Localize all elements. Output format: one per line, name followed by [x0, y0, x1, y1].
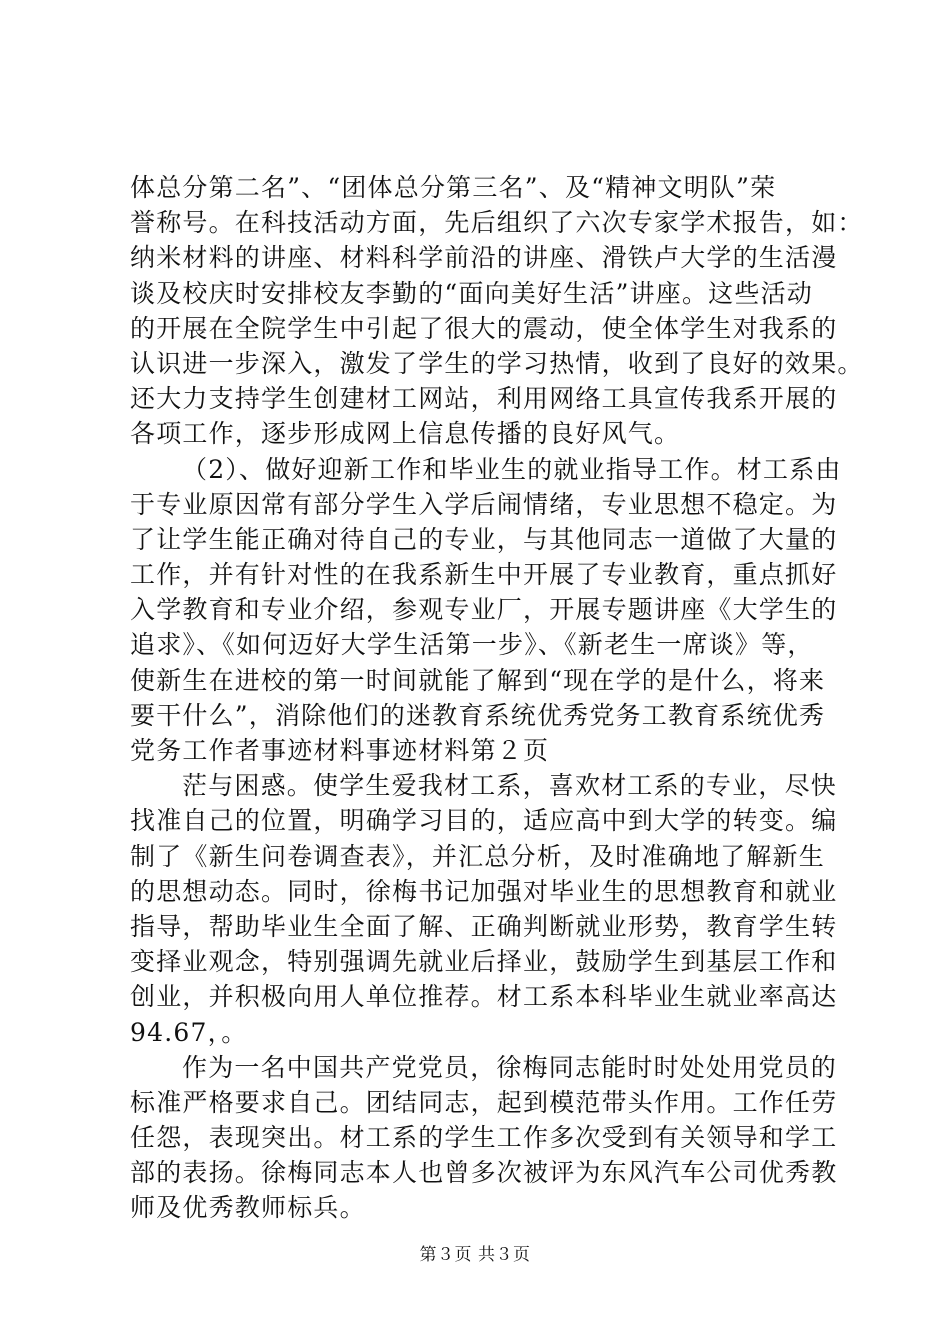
- text-line: 谈及校庆时安排校友李勤的“面向美好生活”讲座。这些活动: [130, 278, 813, 308]
- text-line: 创业，并积极向用人单位推荐。材工系本科毕业生就业率高达: [130, 982, 838, 1012]
- text-line: 变择业观念，特别强调先就业后择业，鼓励学生到基层工作和: [130, 947, 838, 977]
- text-line: 任怨，表现突出。材工系的学生工作多次受到有关领导和学工: [130, 1123, 838, 1153]
- text-line: 使新生在进校的第一时间就能了解到“现在学的是什么，将来: [130, 665, 826, 695]
- text-line: 要干什么”，消除他们的迷教育系统优秀党务工教育系统优秀: [130, 700, 826, 730]
- text-line: 部的表扬。徐梅同志本人也曾多次被评为东风汽车公司优秀教: [130, 1158, 838, 1188]
- text-line: 党务工作者事迹材料事迹材料第２页: [130, 736, 550, 765]
- text-line: 师及优秀教师标兵。: [130, 1193, 366, 1223]
- text-line: 工作，并有针对性的在我系新生中开展了专业教育，重点抓好: [130, 560, 838, 590]
- text-line: 还大力支持学生创建材工网站，利用网络工具宣传我系开展的: [130, 384, 838, 414]
- text-line: 的思想动态。同时，徐梅书记加强对毕业生的思想教育和就业: [130, 876, 838, 906]
- text-line: 入学教育和专业介绍，参观专业厂，开展专题讲座《大学生的: [130, 595, 838, 625]
- text-line: 追求》、《如何迈好大学生活第一步》、《新老生一席谈》等，: [130, 630, 814, 660]
- text-line: 找准自己的位置，明确学习目的，适应高中到大学的转变。编: [130, 806, 838, 836]
- text-line: 各项工作，逐步形成网上信息传播的良好风气。: [130, 419, 681, 449]
- paragraph-start-line: 作为一名中国共产党党员，徐梅同志能时时处处用党员的: [182, 1052, 838, 1082]
- paragraph-start-line: 茫与困惑。使学生爱我材工系，喜欢材工系的专业，尽快: [182, 771, 838, 801]
- text-line: 体总分第二名”、“团体总分第三名”、及“精神文明队”荣: [130, 173, 777, 202]
- text-line: 了让学生能正确对待自己的专业，与其他同志一道做了大量的: [130, 524, 838, 554]
- text-line: 制了《新生问卷调查表》，并汇总分析，及时准确地了解新生: [130, 841, 825, 871]
- text-line: 标准严格要求自己。团结同志，起到模范带头作用。工作任劳: [130, 1087, 838, 1117]
- text-line: 的开展在全院学生中引起了很大的震动，使全体学生对我系的: [130, 313, 838, 343]
- text-line: 认识进一步深入，激发了学生的学习热情，收到了良好的效果。: [130, 348, 864, 378]
- page-number-label: 第３页 共３页: [419, 1245, 531, 1265]
- document-body: [130, 170, 864, 1226]
- page-footer: [0, 1244, 950, 1266]
- text-line: 94.67，。: [130, 1017, 248, 1047]
- text-line: 指导，帮助毕业生全面了解、正确判断就业形势，教育学生转: [130, 911, 838, 941]
- text-line: 于专业原因常有部分学生入学后闹情绪，专业思想不稳定。为: [130, 489, 838, 519]
- paragraph-start-line: （2）、做好迎新工作和毕业生的就业指导工作。材工系由: [182, 454, 842, 484]
- text-line: 纳米材料的讲座、材料科学前沿的讲座、滑铁卢大学的生活漫: [130, 243, 838, 273]
- text-line: 誉称号。在科技活动方面，先后组织了六次专家学术报告，如：: [130, 208, 864, 238]
